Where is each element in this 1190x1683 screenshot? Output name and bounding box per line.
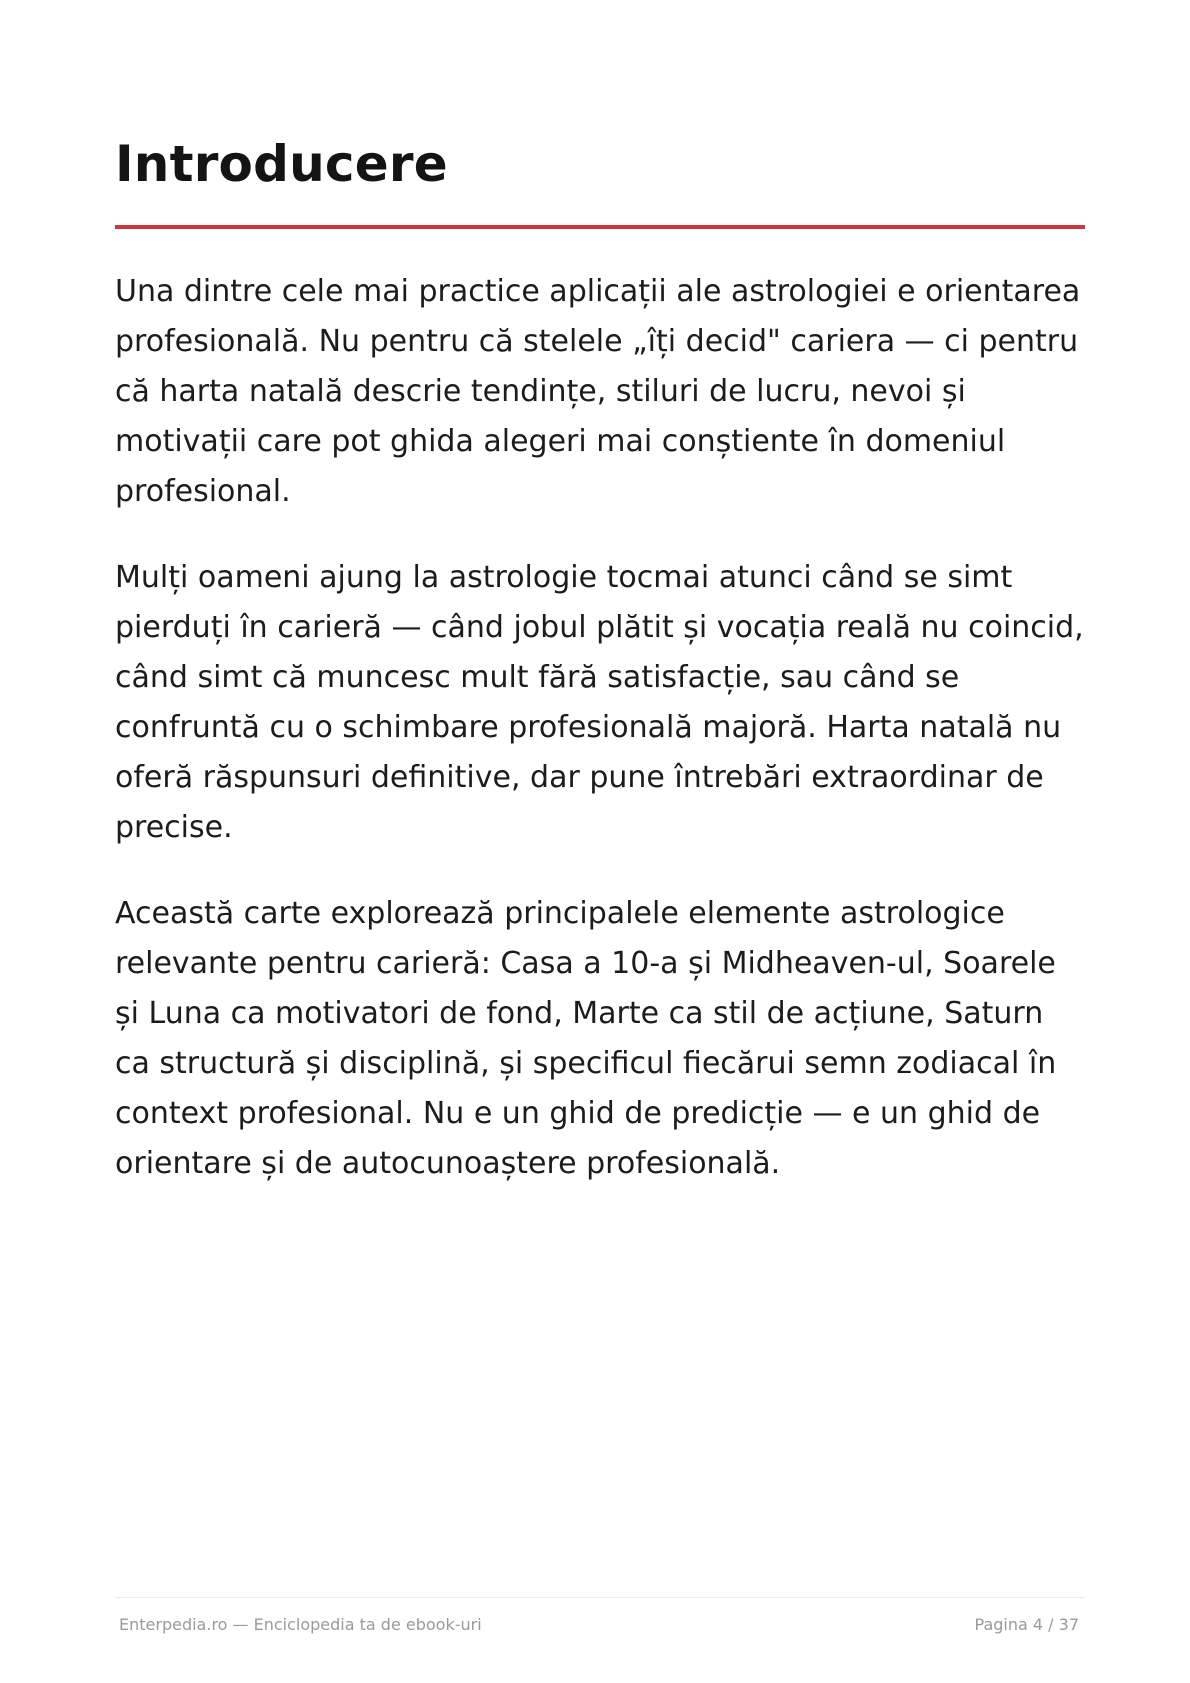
document-page (115, 0, 1085, 1683)
chapter-body (115, 267, 1087, 1225)
paragraph-1: Una dintre cele mai practice aplicații ale astrologiei e orientarea profesională. Nu pentru că stelele „îți decid" cariera — ci pentru că harta natală descrie tendințe, stiluri de lucru, nevoi și motivații care pot ghida alegeri mai conștiente în domeniul profesional. (115, 274, 1081, 509)
footer-page-number: Pagina 4 / 37 (974, 1615, 1079, 1634)
paragraph-3: Această carte explorează principalele elemente astrologice relevante pentru carieră: Casa a 10-a și Midheaven-ul, Soarele și Luna ca motivatori de fond, Marte ca stil de acțiune, Saturn ca structură și disciplină, și specificul fiecărui semn zodiacal în context profesional. Nu e un ghid de predicție — e un ghid de orientare și de autocunoaștere profesională. (115, 896, 1057, 1181)
title-divider (115, 225, 1085, 229)
footer-site-name: Enterpedia.ro — Enciclopedia ta de ebook-uri (119, 1615, 482, 1634)
footer-divider (115, 1597, 1085, 1598)
paragraph-2: Mulți oameni ajung la astrologie tocmai atunci când se simt pierduți în carieră — când jobul plătit și vocația reală nu coincid, când simt că muncesc mult fără satisfacție, sau când se confruntă cu o schimbare profesională majoră. Harta natală nu oferă răspunsuri definitive, dar pune întrebări extraordinar de precise. (115, 560, 1084, 845)
chapter-title: Introducere (115, 135, 448, 193)
